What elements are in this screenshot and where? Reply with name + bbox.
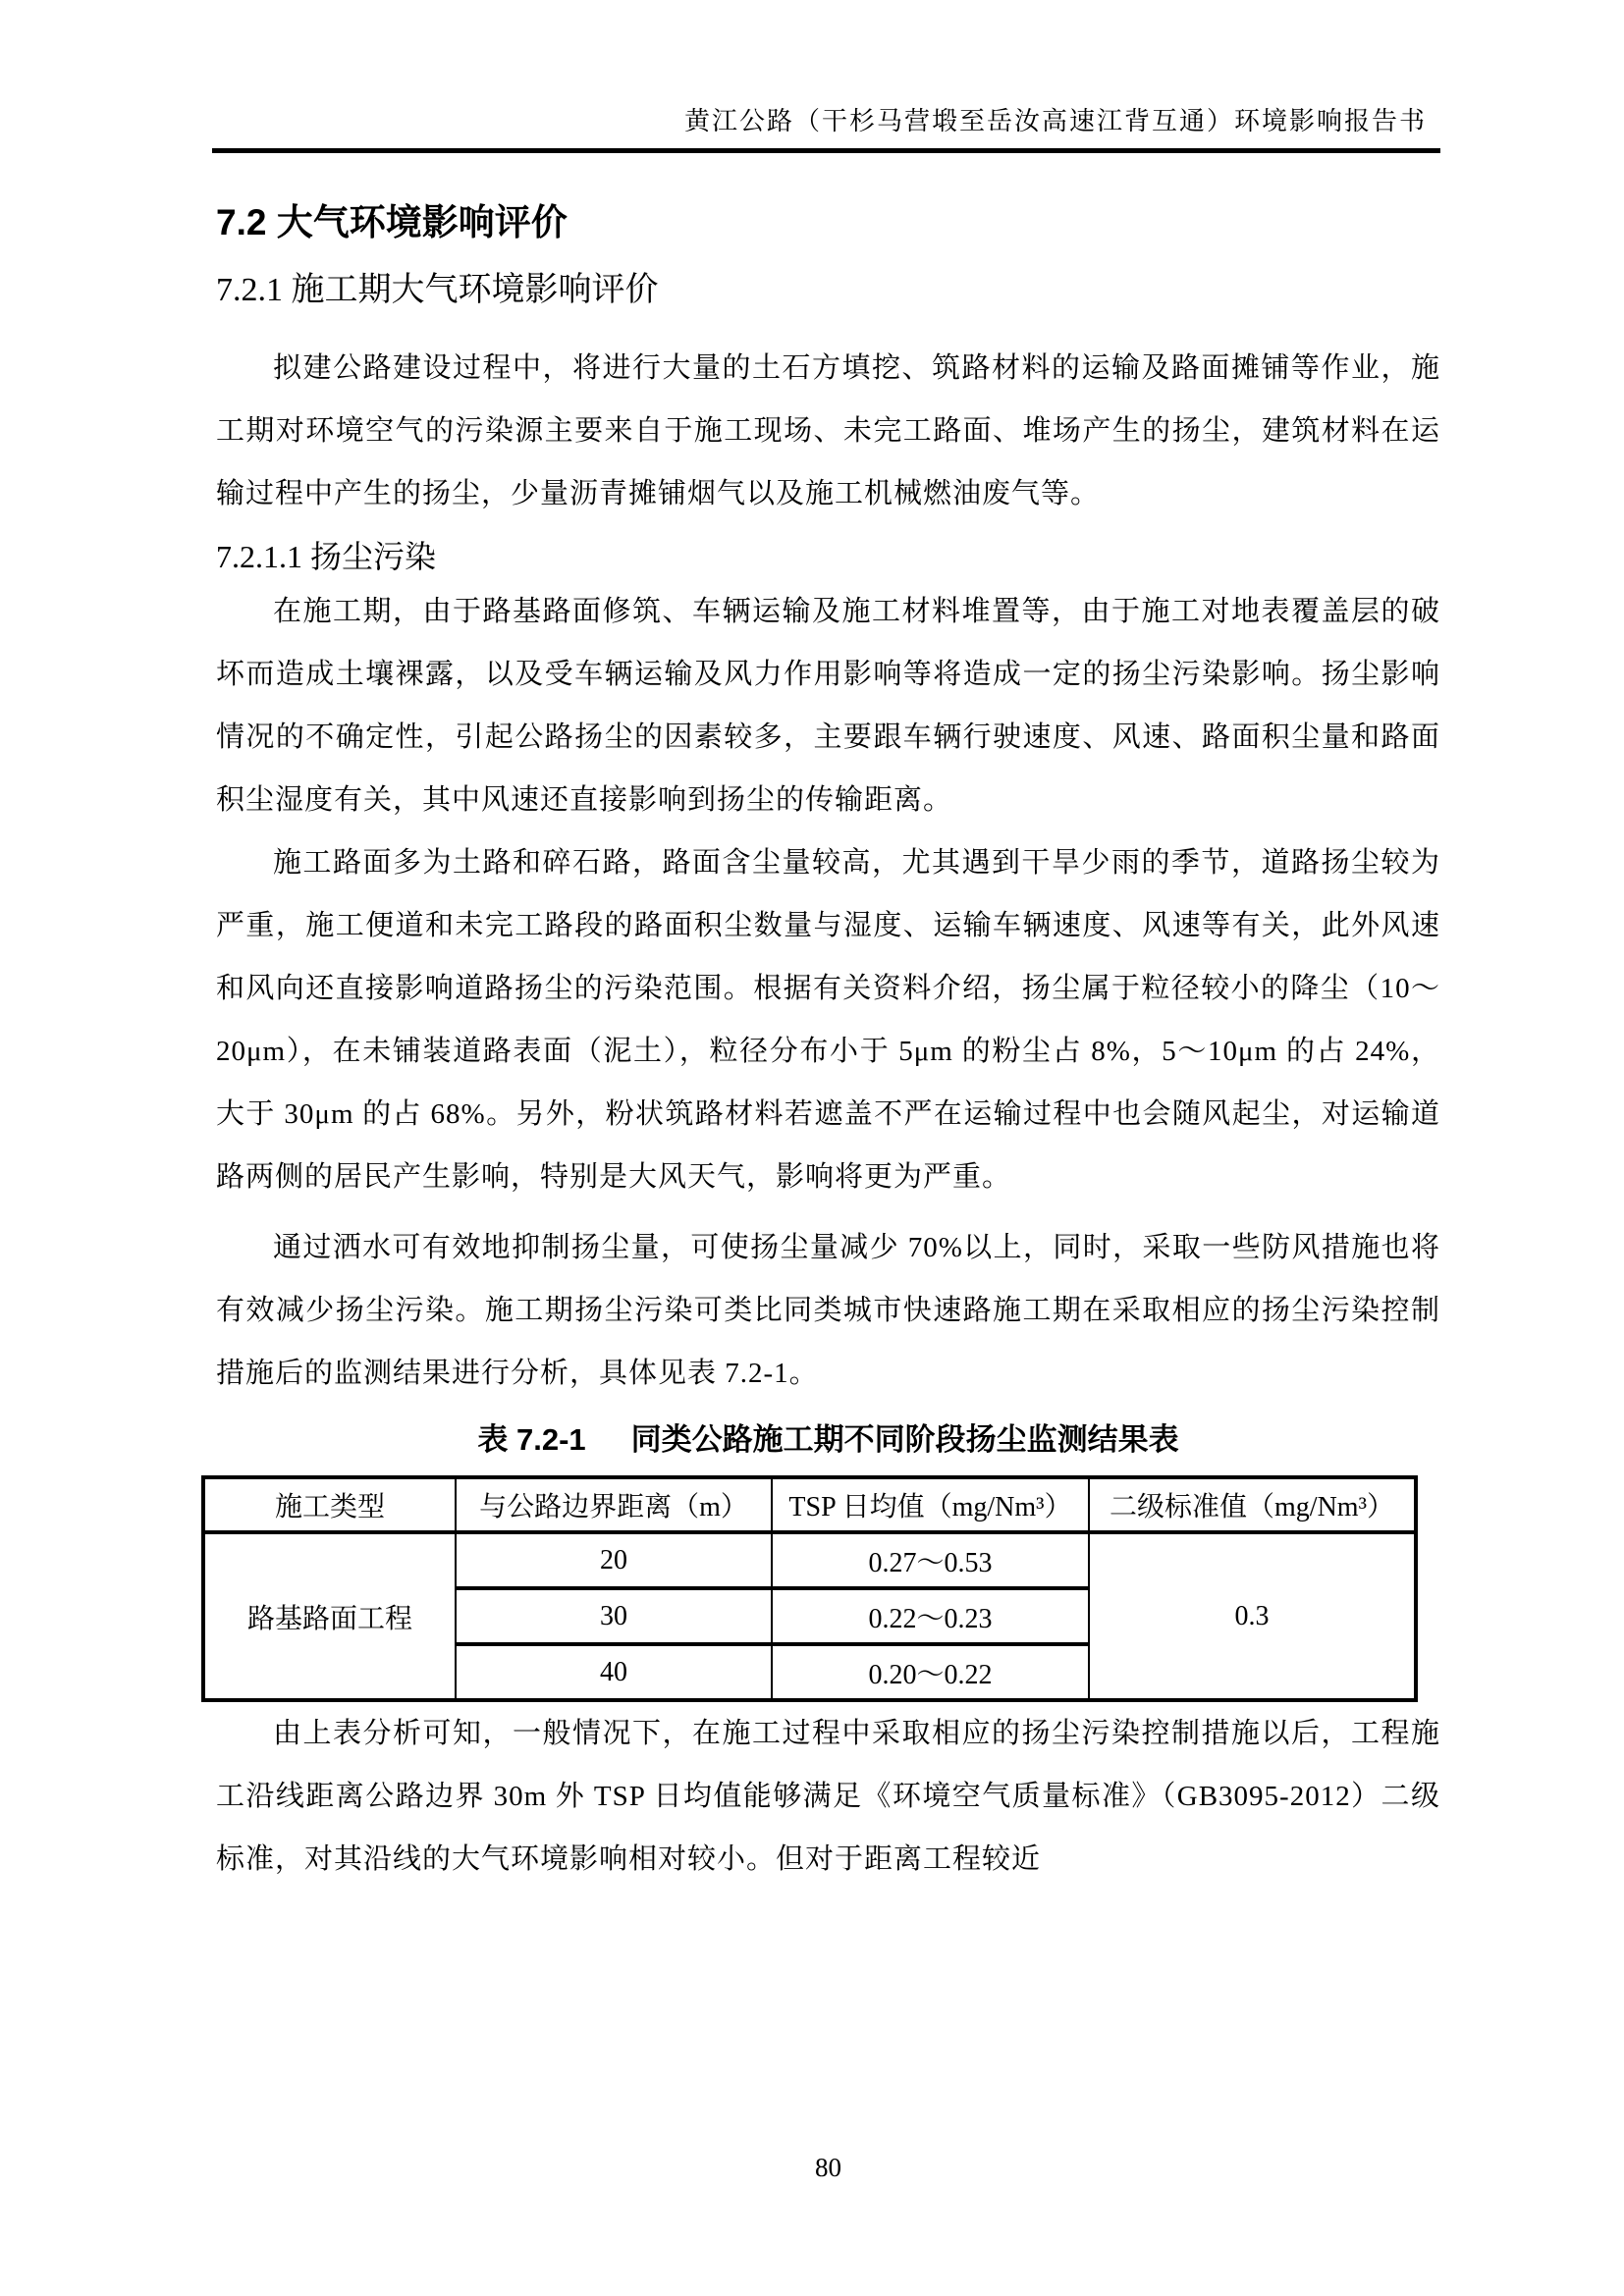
paragraph-intro: 拟建公路建设过程中，将进行大量的土石方填挖、筑路材料的运输及路面摊铺等作业，施工期对环境空气的污染源主要来自于施工现场、未完工路面、堆场产生的扬尘，建筑材料在运输过程中产生的扬尘，少量沥青摊铺烟气以及施工机械燃油废气等。: [216, 352, 1440, 509]
cell-tsp: 0.22～0.23: [772, 1588, 1089, 1644]
column-header-tsp: TSP 日均值（mg/Nm³）: [772, 1477, 1089, 1532]
paragraph-mitigation: 通过洒水可有效地抑制扬尘量，可使扬尘量减少 70%以上，同时，采取一些防风措施也将有效减少扬尘污染。施工期扬尘污染可类比同类城市快速路施工期在采取相应的扬尘污染控制措施后的监测结果进行分析，具体见表 7.2-1。: [216, 1232, 1440, 1389]
column-header-standard: 二级标准值（mg/Nm³）: [1089, 1477, 1416, 1532]
dust-monitoring-table: [201, 1475, 1418, 1702]
paragraph-dust-factors: 在施工期，由于路基路面修筑、车辆运输及施工材料堆置等，由于施工对地表覆盖层的破坏而造成土壤裸露，以及受车辆运输及风力作用影响等将造成一定的扬尘污染影响。扬尘影响情况的不确定性，引起公路扬尘的因素较多，主要跟车辆行驶速度、风速、路面积尘量和路面积尘湿度有关，其中风速还直接影响到扬尘的传输距离。: [216, 596, 1440, 816]
running-header: [212, 104, 1440, 153]
table-row: [203, 1532, 1416, 1588]
page-number: 80: [815, 2153, 841, 2182]
cell-construction-type: 路基路面工程: [203, 1532, 456, 1700]
column-header-distance: 与公路边界距离（m）: [456, 1477, 772, 1532]
page-content: [216, 0, 1440, 1891]
table-header-row: [203, 1477, 1416, 1532]
cell-standard-value: 0.3: [1089, 1532, 1416, 1700]
column-header-construction-type: 施工类型: [203, 1477, 456, 1532]
paragraph-conclusion: 由上表分析可知，一般情况下，在施工过程中采取相应的扬尘污染控制措施以后，工程施工沿线距离公路边界 30m 外 TSP 日均值能够满足《环境空气质量标准》（GB3095-2012）二级标准，对其沿线的大气环境影响相对较小。但对于距离工程较近: [216, 1718, 1440, 1875]
section-heading-7-2-1: 7.2.1 施工期大气环境影响评价: [216, 272, 659, 308]
cell-tsp: 0.27～0.53: [772, 1532, 1089, 1588]
table-title-text: 同类公路施工期不同阶段扬尘监测结果表: [630, 1422, 1179, 1457]
section-heading-7-2: 7.2 大气环境影响评价: [216, 202, 568, 242]
running-header-title: 黄江公路（干杉马营塅至岳汝高速江背互通）环境影响报告书: [683, 107, 1427, 135]
cell-tsp: 0.20～0.22: [772, 1644, 1089, 1700]
cell-distance: 30: [456, 1588, 772, 1644]
cell-distance: 40: [456, 1644, 772, 1700]
table-title-label: 表 7.2-1: [477, 1422, 586, 1457]
cell-distance: 20: [456, 1532, 772, 1588]
paragraph-dust-detail: 施工路面多为土路和碎石路，路面含尘量较高，尤其遇到干旱少雨的季节，道路扬尘较为严重，施工便道和未完工路段的路面积尘数量与湿度、运输车辆速度、风速等有关，此外风速和风向还直接影响道路扬尘的污染范围。根据有关资料介绍，扬尘属于粒径较小的降尘（10～20μm），在未铺装道路表面（泥土），粒径分布小于 5μm 的粉尘占 8%，5～10μm 的占 24%，大于 30μm 的占 68%。另外，粉状筑路材料若遮盖不严在运输过程中也会随风起尘，对运输道路两侧的居民产生影响，特别是大风天气，影响将更为严重。: [216, 847, 1440, 1193]
table-title: [216, 1418, 1440, 1462]
section-heading-7-2-1-1: 7.2.1.1 扬尘污染: [216, 539, 437, 574]
